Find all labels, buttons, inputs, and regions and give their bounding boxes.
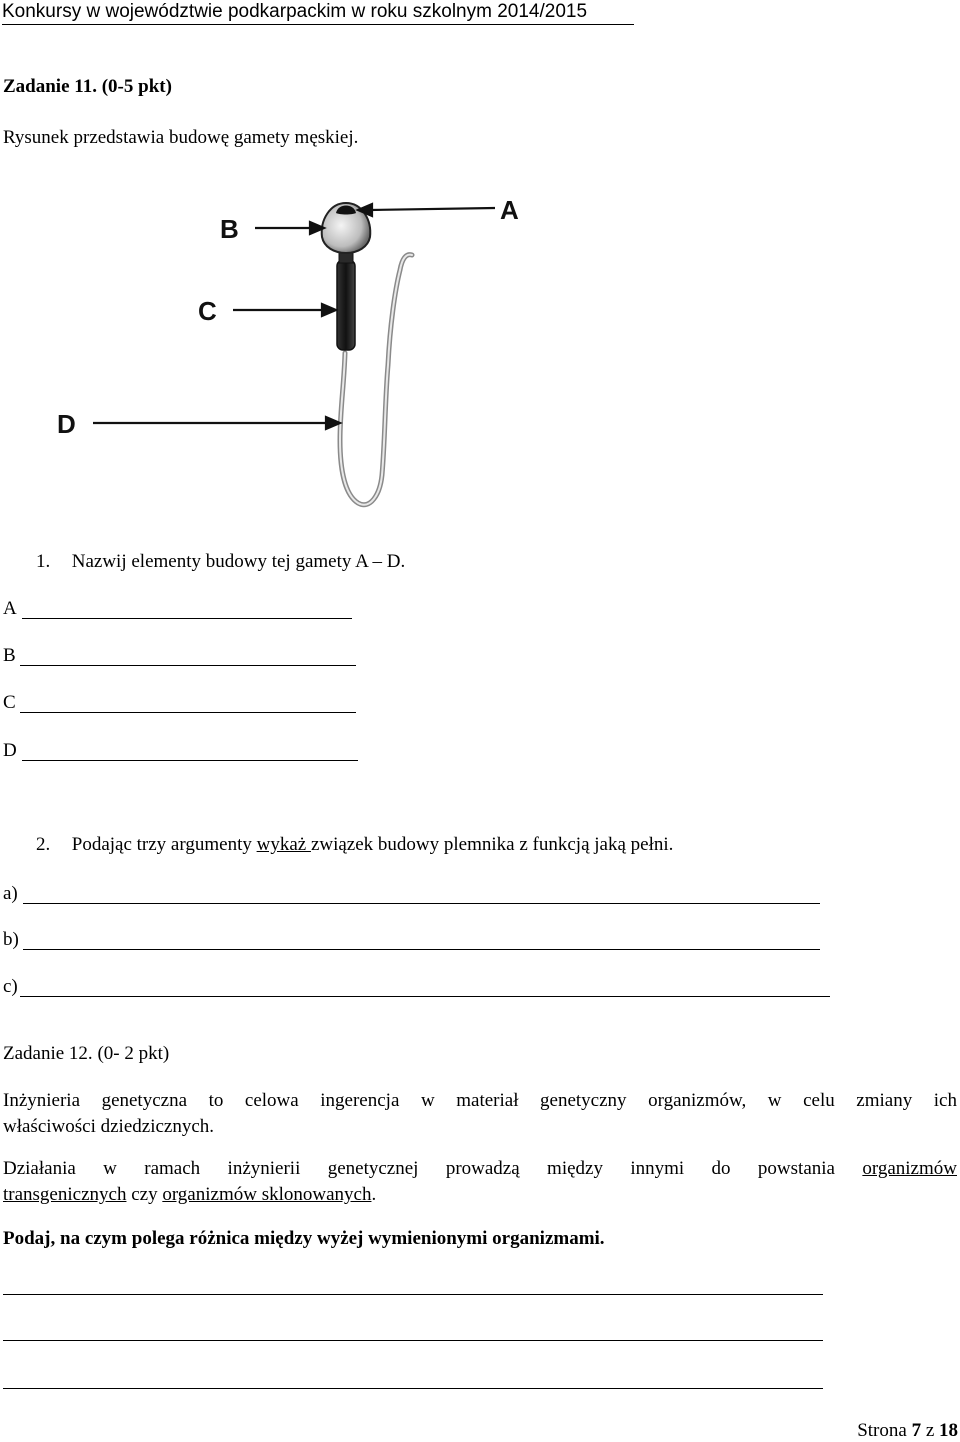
sperm-midpiece xyxy=(337,260,355,350)
task-12-answer-line-2[interactable] xyxy=(3,1340,823,1341)
question-2-text-end: związek budowy plemnika z funkcją jaką pełni. xyxy=(310,834,674,855)
task-12-title-number: Zadanie 12. xyxy=(3,1043,93,1064)
question-1 xyxy=(36,551,405,573)
sperm-cell-figure xyxy=(40,185,560,525)
footer-prefix: Strona xyxy=(857,1420,912,1441)
task-12-cloned-term: organizmów sklonowanych xyxy=(162,1184,372,1205)
question-1-number: 1. xyxy=(36,551,51,572)
figure-label-b: B xyxy=(220,214,239,244)
argument-line-a[interactable] xyxy=(23,903,820,904)
footer-total-pages: 18 xyxy=(939,1420,958,1441)
answer-line-c[interactable] xyxy=(20,712,356,713)
header-title: Konkursy w województwie podkarpackim w roku szkolnym 2014/2015 xyxy=(2,1,588,22)
question-2-number: 2. xyxy=(36,834,51,855)
argument-label-a: a) xyxy=(3,883,18,904)
figure-label-d: D xyxy=(57,409,76,439)
argument-line-c[interactable] xyxy=(20,996,830,997)
task-12-title-points: (0- 2 pkt) xyxy=(92,1043,170,1064)
figure-label-a: A xyxy=(500,195,519,225)
task-12-connector: czy xyxy=(126,1184,163,1205)
task-12-paragraph-1-line-2: właściwości dziedzicznych. xyxy=(3,1116,215,1137)
footer-page-number: 7 xyxy=(911,1420,922,1441)
task-12-answer-line-3[interactable] xyxy=(3,1388,823,1389)
label-arrows xyxy=(93,204,495,429)
task-12-transgenic-term: transgenicznych xyxy=(3,1184,127,1205)
answer-line-d[interactable] xyxy=(22,760,358,761)
argument-label-c: c) xyxy=(3,976,18,997)
footer-separator: z xyxy=(921,1420,939,1441)
task-12-paragraph-2-underlined-1: organizmów xyxy=(862,1158,957,1179)
task-11-title: Zadanie 11. (0-5 pkt) xyxy=(3,76,172,97)
question-1-text: Nazwij elementy budowy tej gamety A – D. xyxy=(71,551,406,572)
answer-label-b: B xyxy=(3,645,16,666)
page-header xyxy=(2,0,634,25)
task-12-paragraph-1-line-1: Inżynieria genetyczna to celowa ingerencja w materiał genetyczny organizmów, w celu zmiany ich xyxy=(3,1090,957,1111)
figure-label-c: C xyxy=(198,296,217,326)
argument-line-b[interactable] xyxy=(23,949,820,950)
task-12-title xyxy=(3,1043,169,1065)
task-12-paragraph-2-text: Działania w ramach inżynierii genetycznej prowadzą między innymi do powstania xyxy=(3,1158,863,1179)
answer-line-a[interactable] xyxy=(22,618,352,619)
question-2 xyxy=(36,834,673,856)
answer-label-c: C xyxy=(3,692,16,713)
answer-label-d: D xyxy=(3,740,17,761)
task-12-period: . xyxy=(371,1184,377,1205)
task-12-paragraph-2-line-1 xyxy=(3,1158,957,1180)
task-11-intro: Rysunek przedstawia budowę gamety męskiej. xyxy=(3,127,359,148)
question-2-text-start: Podając trzy argumenty xyxy=(71,834,257,855)
page-footer xyxy=(857,1420,958,1442)
task-12-paragraph-2-line-2 xyxy=(3,1184,376,1206)
question-2-underlined: wykaż xyxy=(256,834,311,855)
answer-label-a: A xyxy=(3,598,17,619)
argument-label-b: b) xyxy=(3,929,19,950)
task-12-answer-line-1[interactable] xyxy=(3,1294,823,1295)
task-12-question: Podaj, na czym polega różnica między wyżej wymienionymi organizmami. xyxy=(3,1228,605,1249)
answer-line-b[interactable] xyxy=(20,665,356,666)
